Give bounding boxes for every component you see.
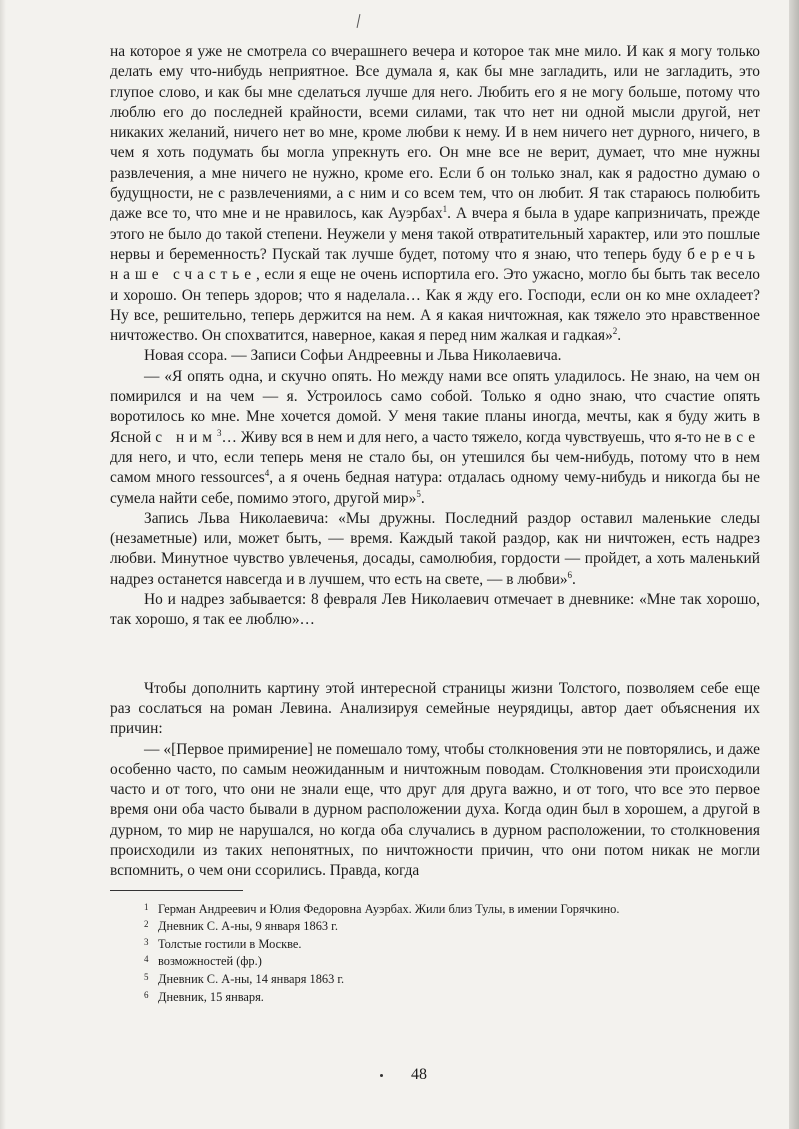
paragraph-quote-lev: Запись Льва Николаевича: «Мы дружны. Последний раздор оставил маленькие следы (незаметные) или, может быть, — время. Каждый такой раздор, как ни ничтожен, есть надрез любви. Минутное чувство увлеченья, досады, самолюбия, гордости — пройдет, а хоть маленький надрез останется навсегда и в лучшем, что есть на свете, — в любви»$^6$. xyxy=(110,509,760,588)
paragraph-intro-novel: Чтобы дополнить картину этой интересной страницы жизни Толстого, позволяем себе еще раз сослаться на роман Левина. Анализируя семейные неурядицы, автор дает объяснения их причин: xyxy=(110,679,760,738)
scan-shadow-right xyxy=(789,0,799,1129)
footnote-ref-5: 5 xyxy=(416,488,421,499)
scan-shadow-left xyxy=(0,0,6,1129)
scan-mark xyxy=(357,14,361,28)
footnote-5: 5 Дневник С. А-ны, 14 января 1863 г. xyxy=(144,971,345,986)
footnotes xyxy=(110,900,760,1006)
page-number: 48 xyxy=(411,1066,427,1083)
paragraph-quote-sofia: — «Я опять одна, и скучно опять. Но между нами все опять уладилось. Не знаю, на чем он помирился и на чем — я. Устроилось само собой. Только я одно знаю, что счастие опять воротилось ко мне. Мне хочется домой. У меня такие планы иногда, мечты, как я буду жить в Ясной с ним$^3$… Живу вся в нем и для него, а часто тяжело, когда чувствуешь, что я-то не все для него, и что, если теперь меня не стало бы, он утешился бы чем-нибудь, потому что в нем самом много ressources$^4$, а я очень бедная натура: отдалась одному чему-нибудь и никогда бы не сумела найти себе, помимо этого, другой мир»$^5$. xyxy=(110,367,761,507)
section-break xyxy=(110,631,760,679)
spaced-emphasis: беречь наше счастье xyxy=(110,245,760,284)
footnote-ref-6: 6 xyxy=(567,569,573,580)
scan-speck xyxy=(380,1074,383,1077)
footnote-2: 2 Дневник С. А-ны, 9 января 1863 г. xyxy=(144,919,338,934)
footnote-3: 3 Толстые гостили в Москве. xyxy=(144,936,302,951)
footnote-1: 1 Герман Андреевич и Юлия Федоровна Ауэрбах. Жили близ Тулы, в имении Горячкино. xyxy=(144,901,620,916)
footnote-ref-4: 4 xyxy=(264,468,270,479)
footnote-separator xyxy=(110,890,243,891)
paragraph-novel-quote: — «[Первое примирение] не помешало тому, чтобы столкновения эти не повторялись, и даже особенно часто, по самым неожиданным и ничтожным поводам. Столкновения эти происходили часто и от того, что они не знали еще, что друг для друга важно, и от того, что все это первое время они оба часто бывали в дурном расположении духа. Когда один был в хорошем, а другой в дурном, то мир не нарушался, но когда оба случались в дурном расположении, то столкновения происходили из таких непонятных, по ничтожности причин, что они потом никак не могли вспомнить, о чем они ссорились. Правда, когда xyxy=(110,740,760,880)
spaced-emphasis: все xyxy=(724,428,761,446)
footnote-ref-3: 3 xyxy=(216,427,222,438)
footnote-6: 6 Дневник, 15 января. xyxy=(144,989,264,1004)
footnote-ref-1: 1 xyxy=(442,204,448,215)
footnote-ref-2: 2 xyxy=(612,326,618,337)
section-heading: Новая ссора. — Записи Софьи Андреевны и Льва Николаевича. xyxy=(144,347,562,365)
footnote-4: 4 возможностей (фр.) xyxy=(144,954,262,969)
spaced-emphasis: с ним xyxy=(155,428,217,446)
page-body xyxy=(110,42,760,1005)
paragraph-1: на которое я уже не смотрела со вчерашнего вечера и которое так мне мило. И как я могу только делать ему что-нибудь неприятное. Все думала я, как бы мне загладить, или не загладить, это глупое слово, и как бы мне сделаться лучше для него. Любить его я не могу больше, потому что люблю его до последней крайности, всеми силами, так что нет ни одной мысли другой, нет никаких желаний, ничего нет во мне, кроме любви к нему. И в нем ничего нет дурного, ничего, в чем я хоть подумать бы могла упрекнуть его. Он мне все не верит, думает, что мне нужны развлечения, а мне ничего не нужно, кроме его. Если б он только знал, как я радостно думаю о будущности, не с развлечениями, а с ним и со всем тем, что он любит. Я так стараюсь полюбить даже все то, что мне и не нравилось, как Ауэрбах$^1$. А вчера я была в ударе капризничать, прежде этого не было до такой степени. Неужели у меня такой отвратительный характер, или это пошлые нервы и беременность? Пускай так лучше будет, потому что я знаю, что теперь буду беречь наше счастье, если я еще не очень испортила его. Это ужасно, могло бы быть так весело и хорошо. Он теперь здоров; что я наделала… Как я жду его. Господи, если он ко мне охладеет? Ну все, решительно, теперь держится на нем. А я какая ничтожная, как тяжело это нравственное ничтожество. Он спохватится, наверное, какая я перед ним жалкая и гадкая»$^2$. xyxy=(110,43,760,345)
paragraph-february: Но и надрез забывается: 8 февраля Лев Николаевич отмечает в дневнике: «Мне так хорошо, так хорошо, я так ее люблю»… xyxy=(110,591,760,629)
